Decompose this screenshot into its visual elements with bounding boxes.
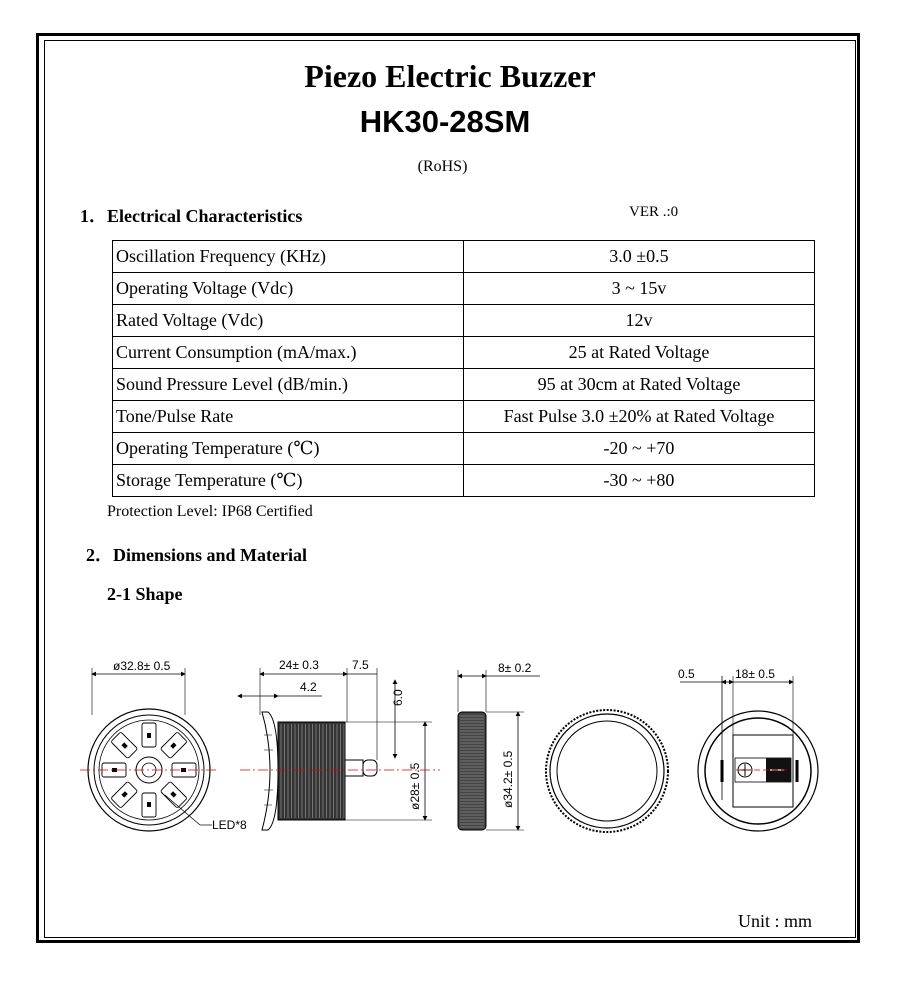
spec-value: 95 at 30cm at Rated Voltage <box>464 369 815 401</box>
edge-diameter-dim: ø34.2± 0.5 <box>501 750 515 808</box>
section-heading-dimensions: 2．Dimensions and Material <box>86 545 308 565</box>
back-view-drawing <box>678 667 818 831</box>
side-terminal-dim: 6.0 <box>391 689 405 706</box>
spec-label: Operating Temperature (℃) <box>113 433 464 465</box>
back-width-dim: 18± 0.5 <box>735 667 775 681</box>
rohs-label: (RoHS) <box>417 158 468 175</box>
spec-value: 25 at Rated Voltage <box>464 337 815 369</box>
model-number: HK30-28SM <box>359 104 531 139</box>
table-row <box>113 465 815 497</box>
unit-note: Unit : mm <box>738 911 813 931</box>
side-view-drawing <box>238 658 440 830</box>
section-heading-electrical: 1．Electrical Characteristics <box>80 206 303 226</box>
spec-label: Rated Voltage (Vdc) <box>113 305 464 337</box>
document-title: Piezo Electric Buzzer <box>304 58 596 94</box>
spec-label: Tone/Pulse Rate <box>113 401 464 433</box>
table-row <box>113 241 815 273</box>
spec-value: -30 ~ +80 <box>464 465 815 497</box>
spec-value: Fast Pulse 3.0 ±20% at Rated Voltage <box>464 401 815 433</box>
spec-label: Storage Temperature (℃) <box>113 465 464 497</box>
table-row <box>113 273 815 305</box>
side-length-dim: 24± 0.3 <box>279 658 319 672</box>
table-row <box>113 433 815 465</box>
spec-value: 3 ~ 15v <box>464 273 815 305</box>
back-small-dim: 0.5 <box>678 667 695 681</box>
table-row <box>113 337 815 369</box>
side-offset-dim: 4.2 <box>300 680 317 694</box>
spec-value: 3.0 ±0.5 <box>464 241 815 273</box>
protection-level-note: Protection Level: IP68 Certified <box>107 503 313 520</box>
side-flange-dim: 7.5 <box>352 658 369 672</box>
subsection-heading-shape: 2-1 Shape <box>107 584 183 604</box>
edge-view-drawing <box>458 661 540 830</box>
led-count-label: LED*8 <box>212 818 247 832</box>
side-body-diameter-dim: ø28± 0.5 <box>408 762 422 810</box>
dimension-drawings <box>0 640 900 860</box>
spec-label: Oscillation Frequency (KHz) <box>113 241 464 273</box>
table-row <box>113 369 815 401</box>
version-label: VER .:0 <box>629 204 679 220</box>
spec-label: Current Consumption (mA/max.) <box>113 337 464 369</box>
table-row <box>113 305 815 337</box>
edge-thickness-dim: 8± 0.2 <box>498 661 532 675</box>
front-view-drawing <box>80 659 247 832</box>
spec-label: Operating Voltage (Vdc) <box>113 273 464 305</box>
knurled-ring-drawing <box>546 710 668 832</box>
electrical-characteristics-table <box>112 240 815 497</box>
front-diameter-dim: ø32.8± 0.5 <box>113 659 171 673</box>
spec-label: Sound Pressure Level (dB/min.) <box>113 369 464 401</box>
spec-value: 12v <box>464 305 815 337</box>
table-row <box>113 401 815 433</box>
spec-value: -20 ~ +70 <box>464 433 815 465</box>
